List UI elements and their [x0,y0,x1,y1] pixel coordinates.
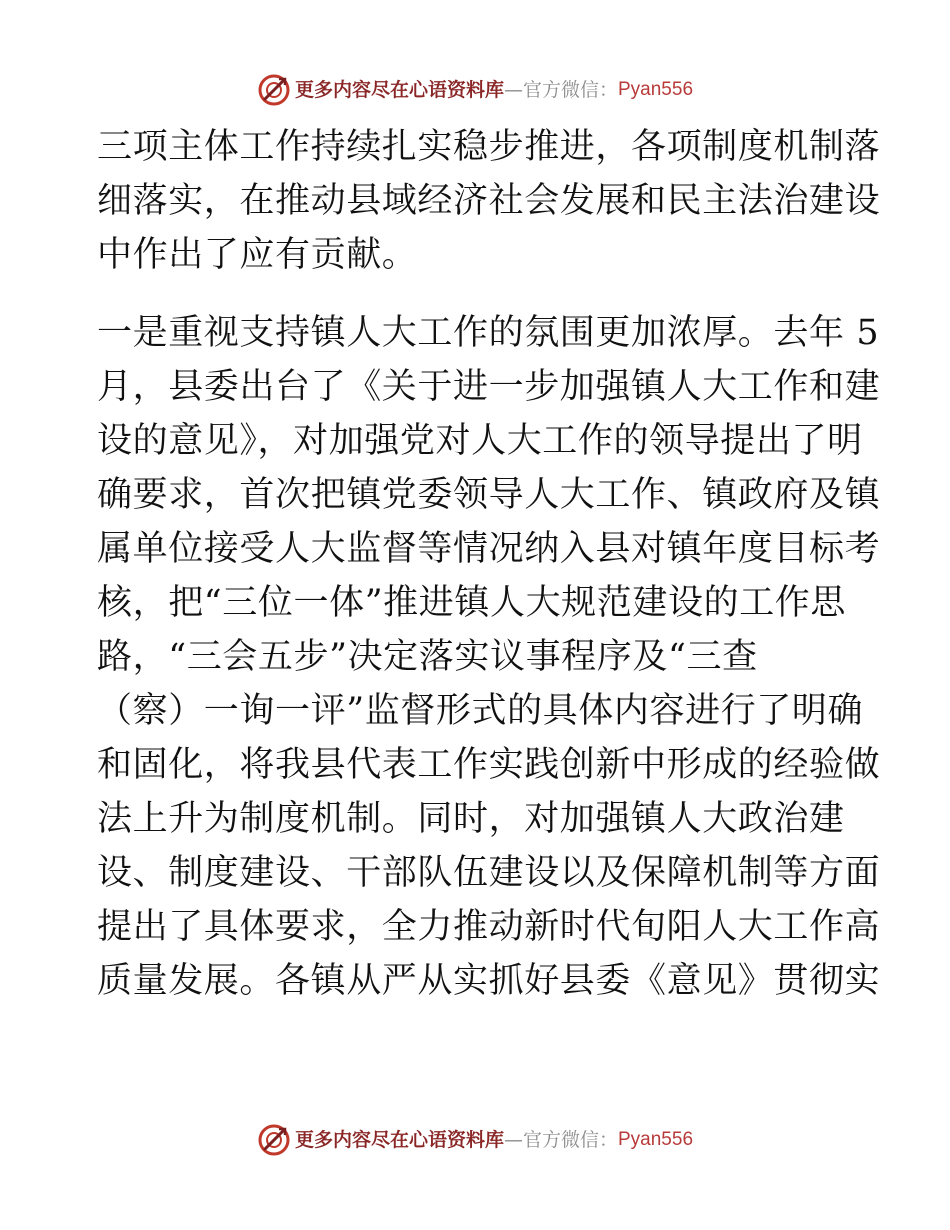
banner-official-text: —官方微信： [503,79,618,101]
banner-wechat-id: Pyan556 [618,79,694,100]
body-line: 设、制度建设、干部队伍建设以及保障机制等方面 [97,853,881,893]
banner-site-text: 更多内容尽在心语资料库 [294,79,504,101]
body-line: 月，县委出台了《关于进一步加强镇人大工作和建 [97,367,881,407]
body-line: 设的意见》，对加强党对人大工作的领导提出了明 [97,421,863,461]
body-line: 和固化，将我县代表工作实践创新中形成的经验做 [97,745,881,785]
banner-site-text: 更多内容尽在心语资料库 [294,1129,504,1151]
body-line: 确要求，首次把镇党委领导人大工作、镇政府及镇 [97,475,881,515]
body-line: 路，“三会五步”决定落实议事程序及“三查 [97,637,758,677]
document-body [97,120,881,1008]
body-line: 属单位接受人大监督等情况纳入县对镇年度目标考 [97,529,881,569]
brand-logo-icon [257,1123,291,1157]
body-line: （察）一询一评”监督形式的具体内容进行了明确 [97,691,864,731]
banner-official-text: —官方微信： [503,1129,618,1151]
footer-banner [0,1120,950,1160]
banner-wechat-id: Pyan556 [618,1129,694,1150]
body-line: 质量发展。各镇从严从实抓好县委《意见》贯彻实 [97,961,881,1001]
body-line: 提出了具体要求，全力推动新时代旬阳人大工作高 [97,907,881,947]
brand-logo-icon [257,73,291,107]
body-line: 核，把“三位一体”推进镇人大规范建设的工作思 [97,583,846,623]
body-line: 一是重视支持镇人大工作的氛围更加浓厚。去年 5 [97,313,880,353]
header-banner [0,70,950,110]
body-line: 法上升为制度机制。同时，对加强镇人大政治建 [97,799,845,839]
body-line: 三项主体工作持续扎实稳步推进，各项制度机制落 [97,127,881,167]
body-line: 中作出了应有贡献。 [97,235,418,275]
body-line: 细落实，在推动县域经济社会发展和民主法治建设 [97,181,881,221]
